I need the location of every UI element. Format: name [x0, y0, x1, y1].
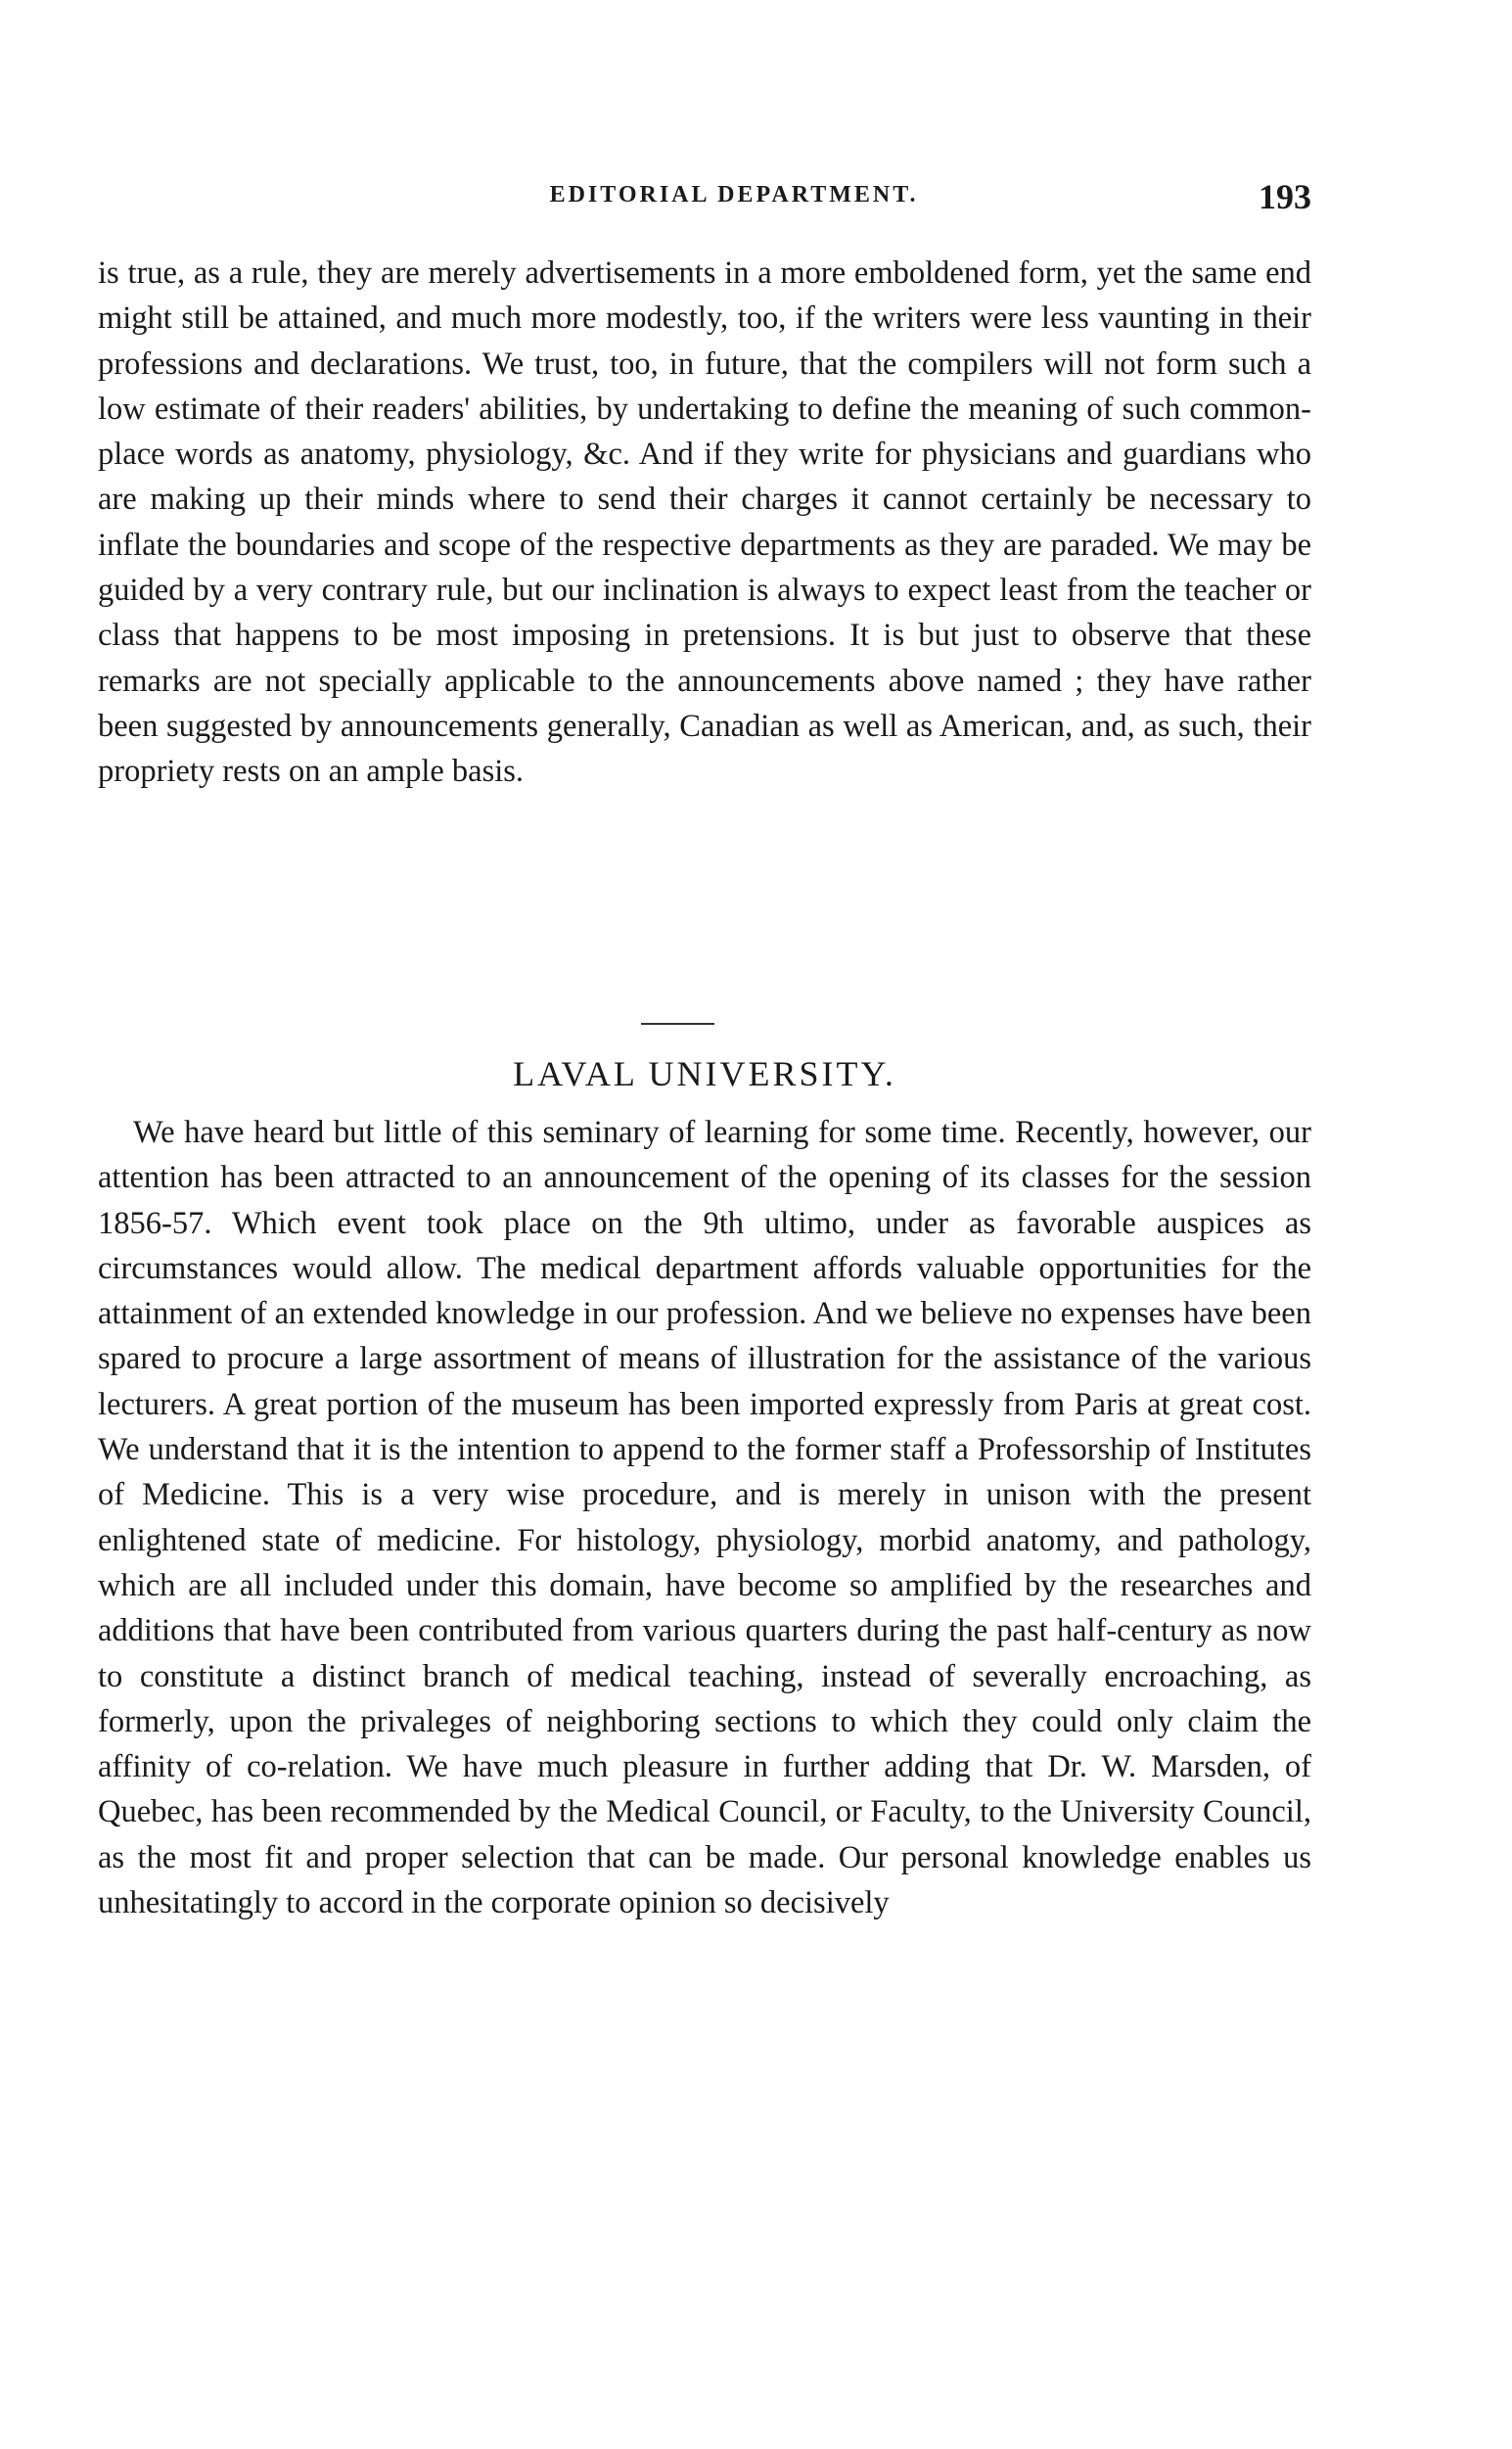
section-divider: [641, 1023, 714, 1025]
page-number: 193: [1259, 177, 1311, 216]
section-paragraph: We have heard but little of this seminary of learning for some time. Recently, however, our attention has been attracted to an announcement of the opening of its classes for the session 1856-57. Which event took place on the 9th ultimo, under as favorable auspices as circumstances would allow. The medical department affords valuable opportunities for the attainment of an extended knowledge in our profession. And we believe no expenses have been spared to procure a large assortment of means of illustration for the assistance of the various lecturers. A great portion of the museum has been imported expressly from Paris at great cost. We understand that it is the intention to append to the former staff a Professorship of Institutes of Medicine. This is a very wise procedure, and is merely in unison with the present enlightened state of medicine. For histology, physiology, morbid anatomy, and pathology, which are all included under this domain, have become so amplified by the researches and additions that have been contributed from various quarters during the past half-century as now to constitute a distinct branch of medical teaching, instead of severally encroaching, as formerly, upon the privaleges of neighboring sections to which they could only claim the affinity of co-relation. We have much pleasure in further adding that Dr. W. Marsden, of Quebec, has been recommended by the Medical Council, or Faculty, to the University Council, as the most fit and proper selection that can be made. Our personal knowledge enables us unhesitatingly to accord in the corporate opinion so decisively: [98, 1115, 1311, 1921]
continued-paragraph: is true, as a rule, they are merely advertisements in a more emboldened form, yet the same end might still be attained, and much more modestly, too, if the writers were less vaunting in their professions and declarations. We trust, too, in future, that the compilers will not form such a low estimate of their readers' abilities, by undertaking to define the meaning of such common-place words as anatomy, physiology, &c. And if they write for physicians and guardians who are making up their minds where to send their charges it cannot certainly be necessary to inflate the boundaries and scope of the respective departments as they are paraded. We may be guided by a very contrary rule, but our inclination is always to expect least from the teacher or class that happens to be most imposing in pretensions. It is but just to observe that these remarks are not specially applicable to the announcements above named ; they have rather been suggested by announcements generally, Canadian as well as American, and, as such, their propriety rests on an ample basis.: [98, 255, 1311, 790]
running-head: [98, 177, 1311, 221]
continued-paragraph-block: [98, 251, 1311, 795]
section-paragraph-block: [98, 1110, 1311, 1925]
section-heading: LAVAL UNIVERSITY.: [513, 1054, 896, 1093]
running-title: EDITORIAL DEPARTMENT.: [549, 182, 919, 208]
